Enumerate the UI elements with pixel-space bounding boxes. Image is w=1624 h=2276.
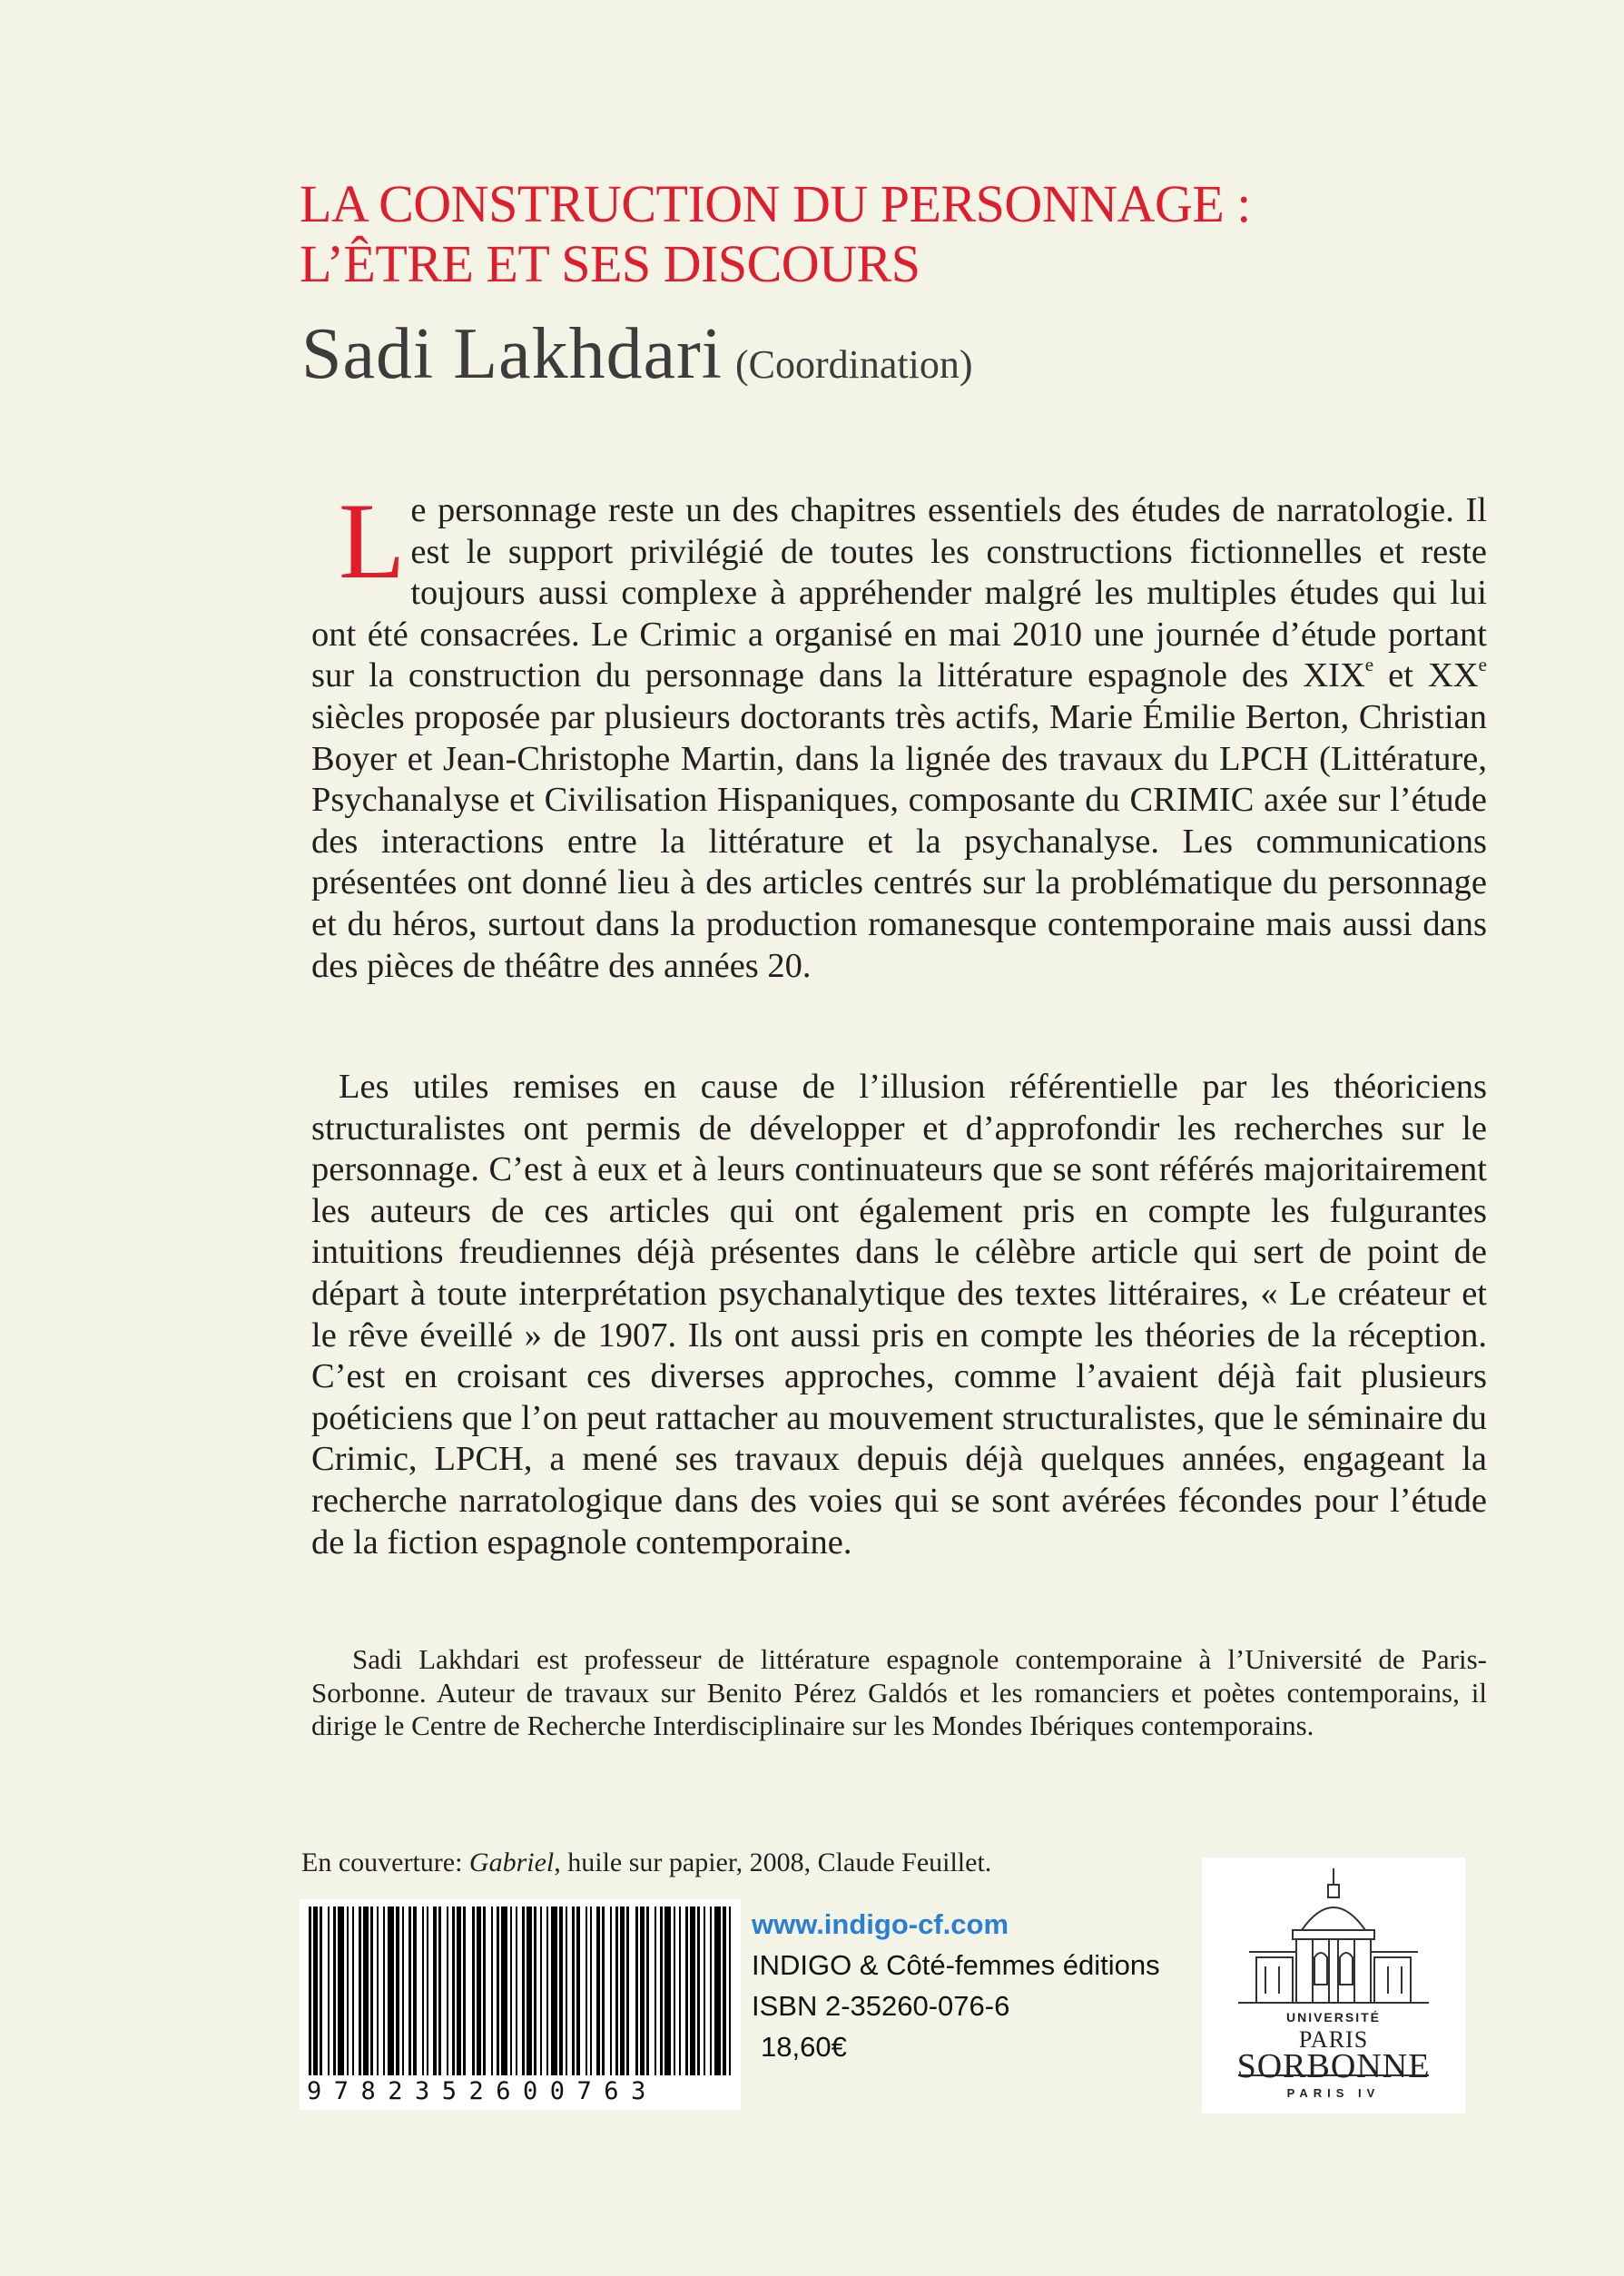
barcode-bar bbox=[427, 1907, 428, 2075]
barcode-bar bbox=[438, 1907, 441, 2075]
barcode-bar bbox=[516, 1907, 517, 2075]
barcode-bar bbox=[447, 1907, 448, 2075]
superscript-e-1: e bbox=[1364, 654, 1374, 676]
barcode-bar bbox=[338, 1907, 344, 2075]
barcode-bar bbox=[690, 1907, 695, 2075]
barcode-bar bbox=[363, 1907, 369, 2075]
barcode-bar bbox=[501, 1907, 507, 2075]
barcode-bar bbox=[674, 1907, 675, 2075]
book-title bbox=[300, 174, 1570, 294]
publisher-info bbox=[752, 1904, 1160, 2067]
barcode-bar bbox=[320, 1907, 322, 2075]
barcode-bar bbox=[566, 1907, 567, 2075]
title-line-2: L’ÊTRE ET SES DISCOURS bbox=[300, 234, 920, 293]
barcode-bar bbox=[497, 1907, 499, 2075]
barcode-bar bbox=[615, 1907, 618, 2075]
barcode-bar bbox=[640, 1907, 645, 2075]
barcode-bar bbox=[477, 1907, 481, 2075]
isbn-barcode bbox=[300, 1899, 741, 2110]
price: 18,60€ bbox=[761, 2031, 847, 2063]
summary-paragraph-1 bbox=[311, 480, 1487, 987]
barcode-bar bbox=[590, 1907, 592, 2075]
barcode-bar bbox=[402, 1907, 404, 2075]
credit-suffix: , huile sur papier, 2008, Claude Feuillet. bbox=[554, 1847, 992, 1877]
cover-credit bbox=[301, 1847, 991, 1878]
barcode-bar bbox=[408, 1907, 411, 2075]
barcode-bar bbox=[626, 1907, 629, 2075]
logo-paris-iv-label: PARIS IV bbox=[1286, 2086, 1381, 2100]
barcode-bar bbox=[433, 1907, 437, 2075]
barcode-bar bbox=[309, 1907, 311, 2075]
barcode-bar bbox=[679, 1907, 681, 2075]
barcode-bar bbox=[422, 1907, 424, 2075]
logo-university-label: UNIVERSITÉ bbox=[1285, 2010, 1381, 2025]
barcode-bar bbox=[596, 1907, 600, 2075]
paragraph1-text-a: e personnage reste un des chapitres essentiels des études de narratologie. Il est le support privilégié de toutes les constructions fictionnelles et reste toujours aussi complexe à appréhender malgré les multiples études qui lui ont été consacrées. Le Crimic a organisé en mai 2010 une journée d’étude portant sur la construction du personnage dans la littérature espagnole des XIX bbox=[311, 491, 1487, 695]
barcode-bar bbox=[572, 1907, 575, 2075]
barcode-bar bbox=[359, 1907, 361, 2075]
barcode-bar bbox=[452, 1907, 455, 2075]
barcode-bar bbox=[534, 1907, 536, 2075]
barcode-bar bbox=[646, 1907, 649, 2075]
barcode-digits: 9782352600763 bbox=[307, 2077, 658, 2105]
paragraph1-text-b: et XX bbox=[1373, 656, 1479, 695]
barcode-bar bbox=[540, 1907, 542, 2075]
barcode-bar bbox=[463, 1907, 466, 2075]
barcode-bar bbox=[723, 1907, 726, 2075]
barcode-bar bbox=[347, 1907, 349, 2075]
credit-prefix: En couverture: bbox=[301, 1847, 469, 1877]
barcode-bar bbox=[546, 1907, 548, 2075]
logo-paris-label: PARIS bbox=[1298, 2026, 1369, 2053]
logo-sorbonne-label: SORBONNE bbox=[1236, 2047, 1431, 2085]
barcode-bar bbox=[510, 1907, 512, 2075]
barcode-bar bbox=[635, 1907, 638, 2075]
barcode-bar bbox=[610, 1907, 612, 2075]
barcode-bar bbox=[697, 1907, 700, 2075]
barcode-bar bbox=[370, 1907, 373, 2075]
barcode-bar bbox=[491, 1907, 493, 2075]
barcode-bar bbox=[413, 1907, 417, 2075]
author-block bbox=[301, 313, 973, 396]
barcode-bar bbox=[472, 1907, 475, 2075]
barcode-bar bbox=[313, 1907, 318, 2075]
barcode-bar bbox=[576, 1907, 580, 2075]
barcode-bar bbox=[602, 1907, 605, 2075]
barcode-bar bbox=[586, 1907, 587, 2075]
barcode-bar bbox=[664, 1907, 671, 2075]
barcode-bar bbox=[333, 1907, 336, 2075]
barcode-bar bbox=[660, 1907, 663, 2075]
barcode-bar bbox=[714, 1907, 721, 2075]
drop-cap: L bbox=[339, 480, 406, 601]
barcode-bar bbox=[620, 1907, 625, 2075]
paragraph1-text-c: siècles proposée par plusieurs doctorants très actifs, Marie Émilie Berton, Christian Boyer et Jean-Christophe Martin, dans la lignée des travaux du LPCH (Littérature, Psychanalyse et Civilisation Hispaniques, composante du CRIMIC axée sur l’étude des interactions entre la littérature et la psychanalyse. Les communications présentées ont donné lieu à des articles centrés sur la problématique du personnage et du héros, surtout dans la production romanesque contemporaine mais aussi dans des pièces de théâtre des années 20. bbox=[311, 697, 1487, 985]
sorbonne-logo bbox=[1202, 1857, 1465, 2113]
barcode-bar bbox=[551, 1907, 557, 2075]
barcode-bar bbox=[522, 1907, 525, 2075]
barcode-bar bbox=[685, 1907, 688, 2075]
title-line-1: LA CONSTRUCTION DU PERSONNAGE : bbox=[300, 174, 1251, 233]
barcode-bar bbox=[704, 1907, 705, 2075]
barcode-bar bbox=[729, 1907, 731, 2075]
author-role: (Coordination) bbox=[734, 342, 973, 387]
barcode-bar bbox=[457, 1907, 461, 2075]
isbn-text: ISBN 2-35260-076-6 bbox=[752, 1990, 1010, 2022]
barcode-bar bbox=[383, 1907, 385, 2075]
author-bio-paragraph: Sadi Lakhdari est professeur de littérature espagnole contemporaine à l’Université de Paris-Sorbonne. Auteur de travaux sur Benito Pérez Galdós et les romanciers et poètes contemporains, il dirige le Centre de Recherche Interdisciplinaire sur les Mondes Ibériques contemporains. bbox=[311, 1643, 1487, 1742]
barcode-bar bbox=[377, 1907, 379, 2075]
publisher-name: INDIGO & Côté-femmes éditions bbox=[752, 1949, 1160, 1981]
barcode-bar bbox=[396, 1907, 399, 2075]
barcode-bar bbox=[483, 1907, 486, 2075]
barcode-bar bbox=[527, 1907, 532, 2075]
barcode-bar bbox=[328, 1907, 330, 2075]
publisher-url-link[interactable]: www.indigo-cf.com bbox=[752, 1908, 1009, 1940]
barcode-bar bbox=[559, 1907, 563, 2075]
credit-work-title: Gabriel bbox=[468, 1847, 555, 1877]
author-name: Sadi Lakhdari bbox=[301, 314, 723, 394]
barcode-bars bbox=[300, 1899, 741, 2077]
barcode-bar bbox=[655, 1907, 656, 2075]
summary-paragraph-2: Les utiles remises en cause de l’illusion référentielle par les théoriciens structuralistes ont permis de développer et d’approfondir les recherches sur le personnage. C’est à eux et à leurs continuateurs que se sont référés majoritairement les auteurs de ces articles qui ont également pris en compte les fulgurantes intuitions freudiennes déjà présentes dans le célèbre article qui sert de point de départ à toute interprétation psychanalytique des textes littéraires, « Le créateur et le rêve éveillé » de 1907. Ils ont aussi pris en compte les théories de la réception. C’est en croisant ces diverses approches, comme l’avaient déjà fait plusieurs poéticiens que l’on peut rattacher au mouvement structuralistes, que le séminaire du Crimic, LPCH, a mené ses travaux depuis déjà quelques années, engageant la recherche narratologique dans des voies qui se sont avérées fécondes pour l’étude de la fiction espagnole contemporaine. bbox=[311, 1068, 1487, 1562]
superscript-e-2: e bbox=[1478, 654, 1487, 676]
barcode-bar bbox=[352, 1907, 354, 2075]
barcode-bar bbox=[388, 1907, 394, 2075]
barcode-bar bbox=[710, 1907, 712, 2075]
